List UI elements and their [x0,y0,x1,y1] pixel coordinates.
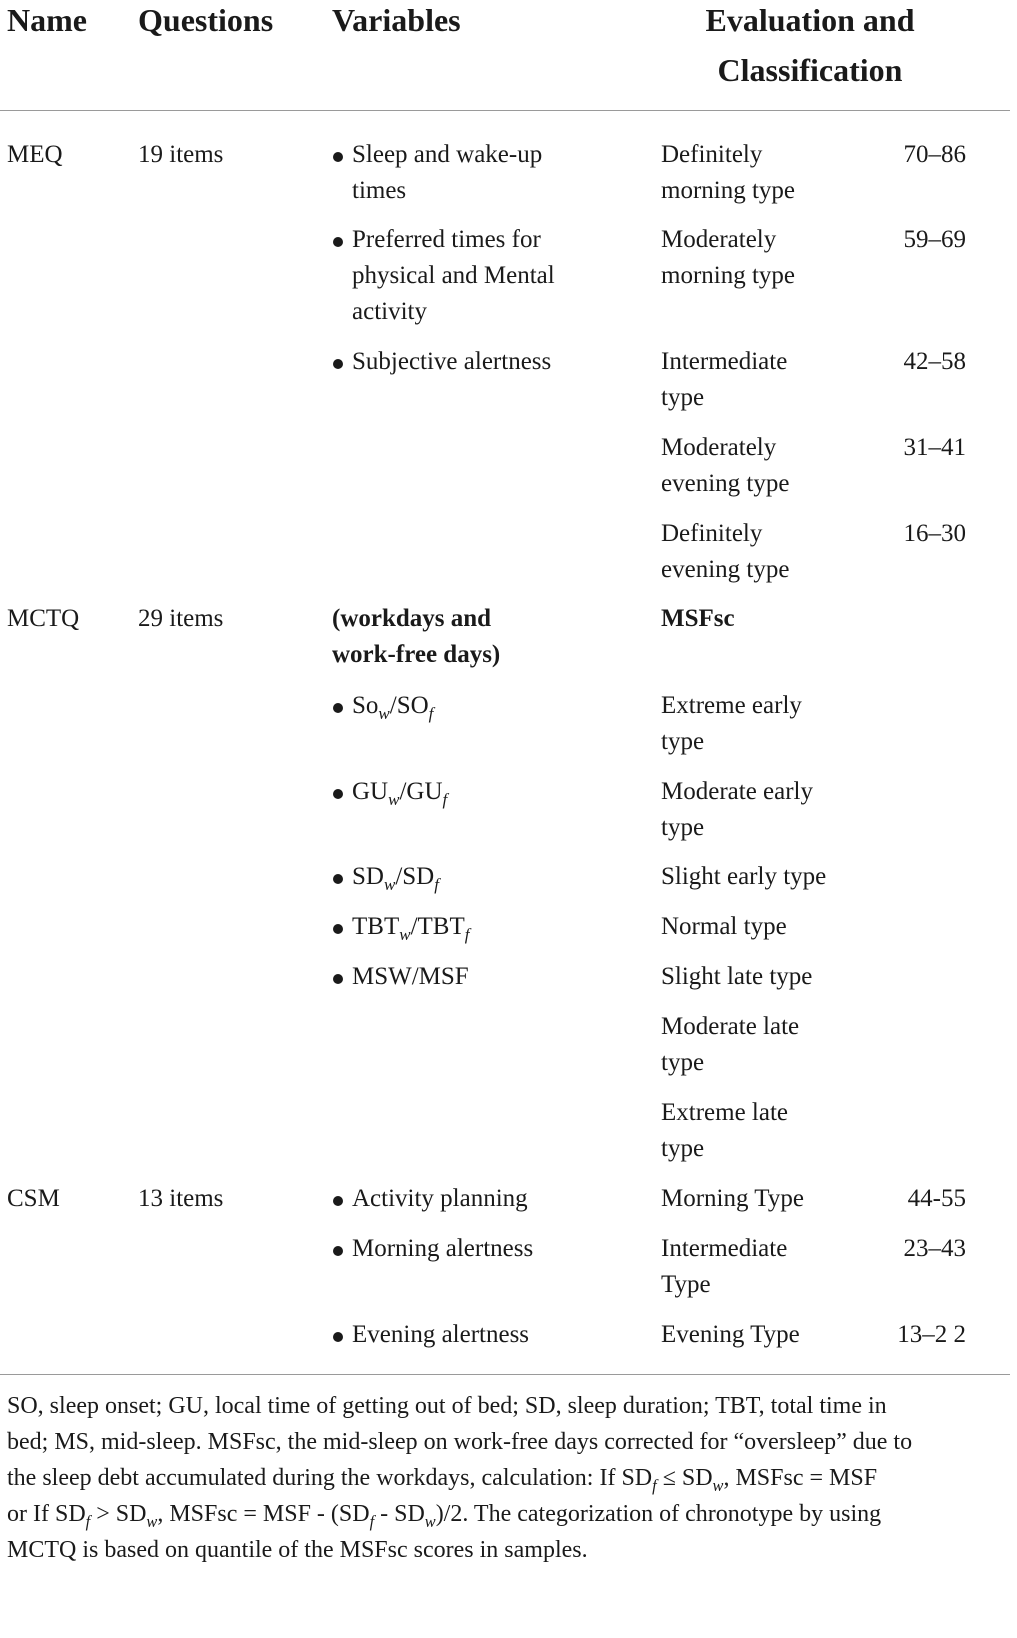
csm-name: CSM [7,1185,60,1212]
mctq-class: Slight early type [661,863,827,890]
bullet-icon [333,924,343,934]
bullet-icon [333,703,343,713]
header-evaluation: Evaluation and Classification [705,2,915,88]
mctq-class: Slight late type [661,963,813,990]
meq-name: MEQ [7,141,63,168]
header-variables: Variables [332,2,461,38]
meq-class-label: Moderately evening type [661,434,790,497]
bullet-icon [333,789,343,799]
meq-class-label: Intermediate type [661,348,788,411]
csm-class-label: Morning Type [661,1185,804,1212]
header-questions: Questions [138,2,274,38]
bullet-icon [333,874,343,884]
meq-class-label: Moderately morning type [661,226,796,289]
csm-questions: 13 items [138,1185,224,1212]
bullet-icon [333,974,343,984]
bullet-icon [333,1246,343,1256]
bullet-icon [333,1332,343,1342]
mctq-class: Extreme late type [661,1099,789,1162]
mctq-class: Normal type [661,913,787,940]
csm-class-range: 44-55 [907,1185,966,1212]
mctq-name: MCTQ [7,605,80,632]
bullet-icon [333,152,343,162]
footer-rule [0,1374,1010,1375]
csm-class-label: Intermediate Type [661,1235,788,1298]
meq-questions: 19 items [138,141,224,168]
meq-class-range: 16–30 [903,520,966,547]
meq-class-label: Definitely evening type [661,520,790,583]
mctq-variables-heading: (workdays and work-free days) [332,605,501,668]
mctq-class: Extreme early type [661,692,802,755]
header-rule [0,110,1010,111]
bullet-icon [333,1196,343,1206]
meq-class-range: 31–41 [903,434,966,461]
meq-class-range: 70–86 [903,141,966,168]
meq-class-range: 42–58 [903,348,966,375]
csm-class-range: 23–43 [903,1235,966,1262]
csm-class-label: Evening Type [661,1321,800,1348]
mctq-class: Moderate early type [661,778,814,841]
bullet-icon [333,359,343,369]
mctq-evaluation-heading: MSFsc [661,605,735,632]
footnote: SO, sleep onset; GU, local time of getting out of bed; SD, sleep duration; TBT, total time in bed; MS, mid-sleep. MSFsc, the mid-sleep on work-free days corrected for “oversleep” due to the sleep debt accumulated during the workdays, calculation: If $SD_f \le SD_w$, MSFsc = MSF or If $SD_f > SD_w$, MSFsc = MSF - $(SD_f - SD_w)/2$. The categorization of chronotype by using MCTQ is based on quantile of the MSFsc scores in samples. [7,1393,913,1563]
meq-class-range: 59–69 [903,226,966,253]
mctq-questions: 29 items [138,605,224,632]
header-name: Name [7,2,87,38]
bullet-icon [333,237,343,247]
csm-class-range: 13–2 2 [897,1321,966,1348]
meq-class-label: Definitely morning type [661,141,796,204]
mctq-class: Moderate late type [661,1013,800,1076]
